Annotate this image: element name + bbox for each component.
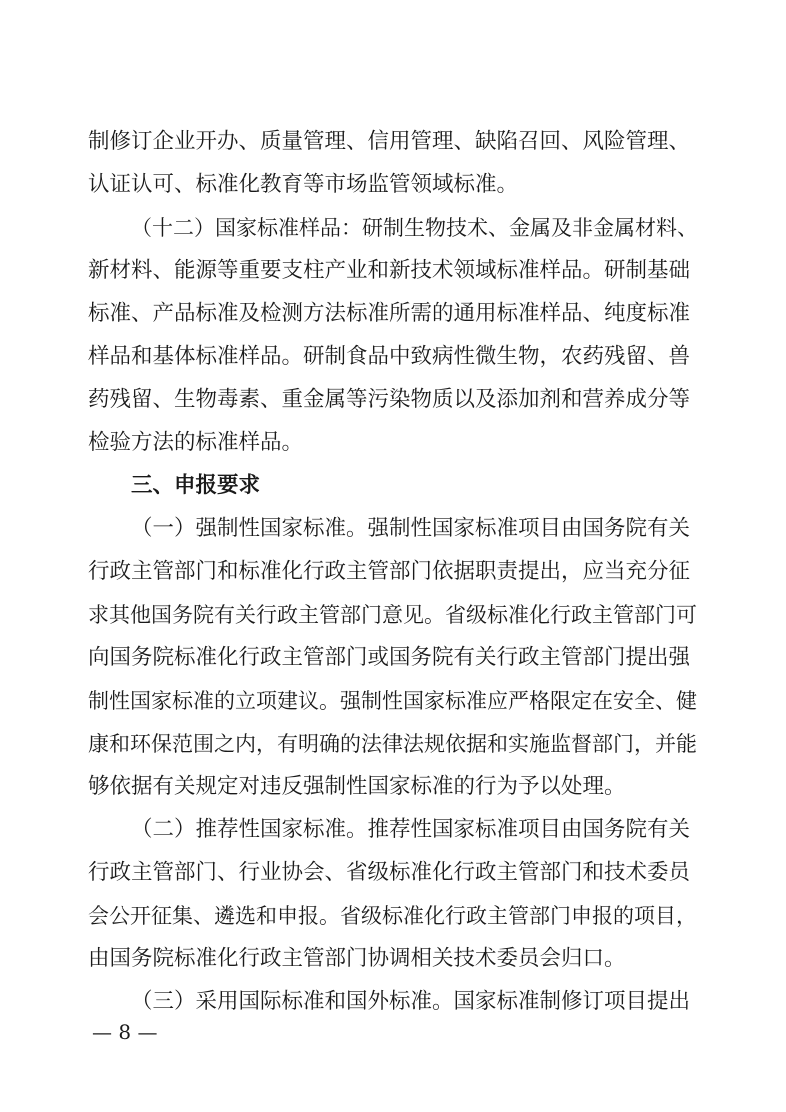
text-line: 会公开征集、遴选和申报。省级标准化行政主管部门申报的项目， [88, 904, 697, 928]
text-line: 认证认可、标准化教育等市场监管领域标准。 [88, 172, 519, 197]
text-line: 行政主管部门和标准化行政主管部门依据职责提出，应当充分征 [88, 559, 691, 584]
text-line: 向国务院标准化行政主管部门或国务院有关行政主管部门提出强 [88, 645, 691, 670]
text-line: 新材料、能源等重要支柱产业和新技术领域标准样品。研制基础 [88, 258, 691, 283]
text-line: 由国务院标准化行政主管部门协调相关技术委员会归口。 [88, 946, 626, 971]
section-heading: 三、申报要求 [131, 473, 261, 498]
text-line: 制性国家标准的立项建议。强制性国家标准应严格限定在安全、健 [88, 689, 697, 713]
text-line: 制修订企业开办、质量管理、信用管理、缺陷召回、风险管理、 [88, 129, 691, 154]
text-line: （二）推荐性国家标准。推荐性国家标准项目由国务院有关 [131, 817, 691, 842]
text-line: 药残留、生物毒素、重金属等污染物质以及添加剂和营养成分等 [88, 387, 691, 412]
text-line: 够依据有关规定对违反强制性国家标准的行为予以处理。 [88, 774, 626, 799]
text-line: （一）强制性国家标准。强制性国家标准项目由国务院有关 [131, 516, 691, 541]
text-line: 样品和基体标准样品。研制食品中致病性微生物，农药残留、兽 [88, 344, 691, 369]
text-line: 检验方法的标准样品。 [88, 430, 304, 455]
text-line: 标准、产品标准及检测方法标准所需的通用标准样品、纯度标准 [88, 301, 691, 326]
text-line: 康和环保范围之内，有明确的法律法规依据和实施监督部门，并能 [88, 732, 697, 756]
text-line: （三）采用国际标准和国外标准。国家标准制修订项目提出 [131, 989, 691, 1014]
text-line: 行政主管部门、行业协会、省级标准化行政主管部门和技术委员 [88, 860, 691, 885]
page-number: — 8 — [92, 1020, 158, 1044]
text-line: 求其他国务院有关行政主管部门意见。省级标准化行政主管部门可 [88, 603, 697, 627]
text-line: （十二）国家标准样品：研制生物技术、金属及非金属材料、 [131, 216, 698, 240]
